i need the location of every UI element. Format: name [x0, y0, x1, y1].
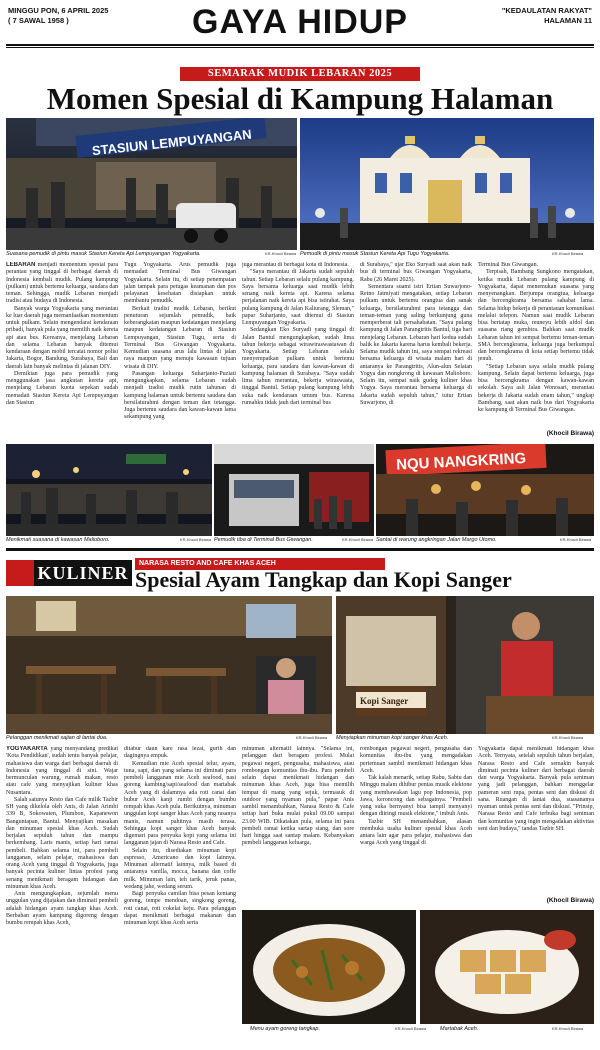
- photo-restaurant-interior: [6, 596, 332, 734]
- article2-column-4: [360, 746, 472, 906]
- credit-1: KR-Khocil Birawa: [265, 251, 297, 256]
- article1-column-4: [360, 262, 472, 438]
- paragraph: YOGYAKARTA yang menyandang predikat 'Kota Pendidikan', sudah tentu banyak pelajar, mahasiswa dan warga dari berbagai daerah di Indonesia yang tinggal di sini. Wajar bermunculan warung, rumah makan, resto atau cafe yang menyajikan kuliner khas Nusantara.: [6, 746, 118, 796]
- paragraph: Terpisah, Bambang Sungkono mengatakan, ketika mudik Lebaran pulang kampung di Yogyakarta, dapat menemukan suasana yang menyenangkan. Berjumpa orangtua, keluarga dan bercengkrama bersama sahabat lama. Selama hidup bekerja di perantauan komunikasi melalui telepon. Namun saat mudik Lebaran bisa bertatap muka, reuneyu lebih afdol dan suasana riang gembira. Bahkan saat mudik Lebaran tahun ini sempat bertemu teman-teman SMA bercengkrama, keluarga juga berkumpul dan bercengkrama di kota setiap bertemu tidak jenuh.: [478, 269, 594, 363]
- article2-column-5: [478, 746, 594, 896]
- article2-column-3: [242, 746, 354, 906]
- paragraph: Yogyakarta dapat menikmati hidangan khas Aceh. Ternyata, setelah sepuluh tahun berjalan, Narasa Resto and Cafe semakin banyak diminati pecinta kuliner dari berbagai daerah dan warga Yogyakarta. Banyak pula seniman yang jadi pelanggan, bahkan menggelar pameran seni rupa, pentas seni dan diskusi di sana. Ruangan di lantai dua, suasananya nyaman untuk pentas seni dan diskusi. "Prinsip, Narasa Resto and Cafe terbuka bagi seniman dan komunitas yang ingin mengadakan aktivitas seni dan budaya," tandas Tazbir SH.: [478, 746, 594, 832]
- article1-column-5: [478, 262, 594, 430]
- paragraph: Salah satunya Resto dan Cafe milik Tazbir SH yang dikelola oleh Anis, di Jalan Arimbi 339 B, Sokowaten, Plumbon, Kapanewon Banguntapan, Bantul. Menyajikan masakan dan minuman spesial khas Aceh. Sudah berjalan sepuluh tahun dan mampu berkembang. Laris manis, setiap hari ramai pembeli. Bahkan selama ini, para pembeli langganan, selain pelajar, mahasiswa dan orang Aceh yang tinggal di Yogyakarta, juga banyak pecinta kuliner lintas profesi yang senang menikmati beragam hidangan dan minuman khas Aceh.: [6, 796, 118, 890]
- paragraph: di Surabaya," ujar Eko Suryadi saat akan naik bus di terminal bus Giwangan Yogyakarta, Rabu (26 Maret 2025).: [360, 262, 472, 283]
- credit-8: KR-Khocil Birawa: [395, 1026, 427, 1031]
- paragraph: Tak kalah menarik, setiap Rabu, Sabtu dan Minggu malam dihibur pentas musik elektone yang membawakan lagu pop Indonesia, pop Jawa, keroncong dan sebagainya. "Pembeli yang suka bernyanyi bisa tampil menyanyi dengan diiringi musik elektone," imbuh Anis.: [360, 775, 472, 818]
- photo-malioboro: [6, 444, 212, 536]
- product-label-text: Kopi Sanger: [360, 696, 409, 706]
- credit-9: KR-Khocil Birawa: [552, 1026, 584, 1031]
- credit-4: KR-Khocil Birawa: [342, 537, 374, 542]
- paragraph: Pasangan keluarga Suharjanto-Puziati mengungkapkan, selama Lebaran sudah menjadi tradisi mudik rutin tahunan di kampung halaman untuk bertemu saudara dan bersilaturahmi dengan teman dan tetangga. Juga bertemu saudara dan kawan-kawan lama sekampung yang: [124, 370, 236, 421]
- masthead-rule: [6, 44, 594, 46]
- paragraph: Anis mengungkapkan, sejumlah menu unggulan yang dijajakan dan diminati pembeli adalah hidangan ayam tangkap khas Aceh. Berbahan ayam kampung digoreng dengan bumbu rempah khas Aceh,: [6, 891, 118, 926]
- photo-angkringan: [376, 444, 594, 536]
- caption-8: Menu ayam goreng tangkap.: [250, 1026, 321, 1032]
- article2-kicker: NARASA RESTO AND CAFE KHAS ACEH: [135, 558, 385, 570]
- credit-5: KR-Khocil Birawa: [560, 537, 592, 542]
- photo-lempuyangan: [6, 118, 297, 250]
- article1-kicker: SEMARAK MUDIK LEBARAN 2025: [180, 67, 420, 81]
- hijri-date: ( 7 SAWAL 1958 ): [8, 16, 69, 25]
- paragraph: Terminal Bus Giwangan.: [478, 262, 539, 268]
- paragraph: Demikian juga para pemudik yang menggunakan jasa angkutan kereta api, menjelang Lebaran kuota sepekan sudah memadati Stasiun Kereta Api Lempuyangan dan Stasiun: [6, 370, 118, 406]
- paper-name: "KEDAULATAN RAKYAT": [501, 6, 592, 15]
- paragraph: juga merantau di berbagai kota di Indonesia.: [242, 262, 349, 268]
- caption-7: Menyiapkan minuman kopi sanger khas Aceh.: [336, 735, 449, 741]
- caption-6: Pelanggan menikmati sajian di lantai dua.: [6, 735, 108, 741]
- paragraph: rombongan pegawai negeri, pengusaha dan komunitas ibu-ibu yang mengadakan pertemuan sambil menikmati hidangan khas Aceh.: [360, 746, 472, 774]
- page-number: HALAMAN 11: [544, 16, 592, 25]
- kuliner-accent-bar: [6, 560, 34, 586]
- paragraph: LEBARAN menjadi momentum spesial para perantau yang tinggal di berbagai daerah di Indonesia kembali mudik. Pulang kampung (pulkam) untuk bertemu keluarga, saudara dan teman. Sehingga, mudik Lebaran menjadi tradisi atau budaya di Indonesia.: [6, 262, 118, 305]
- article2-column-1: [6, 746, 118, 1030]
- paragraph: Tugu Yogyakarta. Arus pemudik juga memadati Terminal Bus Giwangan Yogyakarta. Selain itu, di setiap penempatan jalan tampak para petugas keamanan dan pos pelayanan kesehatan disiapkan untuk membantu pemudik.: [124, 262, 236, 305]
- issue-date: MINGGU PON, 6 APRIL 2025: [8, 6, 109, 15]
- paragraph: "Saya merantau di Jakarta sudah sepuluh tahun. Setiap Lebaran selalu pulang kampung. Saya bersama keluarga saat mudik lebih senang naik kereta api. Karena selama perjalanan naik kereta api bisa istirahat. Saya pulang kampung di Jalan Kaliurang, Sleman," papar Suharjanto, saat ditemui di Stasiun Lempuyangan Yogyakarta.: [242, 269, 354, 326]
- credit-2: KR-Khocil Birawa: [552, 251, 584, 256]
- photo-tugu: [300, 118, 594, 250]
- masthead-rule-thin: [6, 47, 594, 48]
- paragraph: Banyak warga Yogyakarta yang merantau ke luar daerah juga memanfaatkan momentum untuk pulkam. Selain mengendarai kendaraan pribadi, banyak pula yang memilih naik kereta api atau bus. Kereanya, menjelang Lebaran dan selama Lebaran banyak ditemui kendaraan dengan mobil tercatat nomor polisi Jakarta, Bogor, Bandung, Surabaya, Bali dan daerah lain banyak melintas di jalanan DIY.: [6, 305, 118, 370]
- caption-2: Pemudik di pintu masuk Stasiun Kereta Api Tugu Yogyakarta.: [300, 251, 450, 257]
- article1-column-3: [242, 262, 354, 438]
- paragraph: minuman alternatif lainnya. "Selama ini, pelanggan dari beragam profesi. Mulai pegawai negeri, pengusaha, mahasiswa, atau rombongan komunitas ibu-ibu. Para pembeli selain dapat menikmati hidangan dan minuman khas Aceh, juga bisa memilih tempat di ruang yang sejuk, termasuk di outdoor yang nyaman pula," papar Anis sambil menambahkan, Narasa Resto & Cafe setiap hari buka mulai pukul 09.00 sampai 23.00 WIB. Dikatakan pula, selama ini para pembeli ramai ketika sartap siang, dan sore hari hingga saat santap malam. Kebanyakan pembeli langganan keluarga,: [242, 746, 354, 847]
- section-divider: [6, 548, 594, 551]
- photo-giwangan: [214, 444, 374, 536]
- credit-3: KR-Khocil Birawa: [180, 537, 212, 542]
- article2-headline: Spesial Ayam Tangkap dan Kopi Sanger: [135, 567, 512, 592]
- photo-kopi-sanger: [336, 596, 594, 734]
- photo-ayam-tangkap: [242, 910, 416, 1024]
- paragraph: Sedangkan Eko Suryadi yang tinggal di Jalan Bantul mengungkapkan, sudah lima tahun bekerja sebagai wirawiraswastawan di Yogyakarta. Setiap Lebaran selalu menyempatkan pulkam untuk bertemu keluarga, para saudara dan kawan-kawan di kampung halaman di Surabaya. "Saya sudah lima tahun merantau, bekerja wiraswasta, tinggal Bantul. Setiap pulang kampung lebih suka naik kendaraan umum bus. Karena rumahku tidak jauh dari terminal bus: [242, 327, 354, 406]
- paragraph: Sementara suami istri Ertian Suwarjono-Retno Jatmiyati mengatakan, setiap Lebaran pulkam untuk bertemu orangtua dan sanak keluarga, bersilaturahmi para tetangga dan teman-teman yang saling berkunjung guna memperberat tali persahabatan. "Saya pulang kampung di Jalan Parangtritis Bantul, tiga hari menjelang Lebaran. Lebaran hari kedua sudah balik ke Jakarta karena harus kembali bekerja. Selama mudik tahun ini, saya sempat rekreasi bersama keluarga di wisata malam hari di antaranya ke Parangtritis, Alun-alun Selatan Yogya dan nongkrong di kawasan Malioboro. Selain itu, sempat naik gudeg kuliner khas Yogya. Saya merantau bersama keluarga di Jakarta sudah sepuluh tahun," tutur Ertian Suwarjono, di: [360, 283, 472, 406]
- paragraph: Berkait tradisi mudik Lebaran, berikut penuturan sejumlah pemudik, baik keberangkatan maupun kedatangan menjelang maupun kedatangan Lebaran di Stasiun Lempuyangan, Stasiun Tugu, serta di Terminal Bus Giwangan Yogyakarta. Kemudian suasana arus lalu lintas di jalan raya maupun yang menuju kawasan tujuan wisata di DIY.: [124, 305, 236, 370]
- caption-3: Menikmati suasana di kawasan Malioboro.: [6, 537, 110, 543]
- credit-6: KR-Khocil Birawa: [296, 735, 328, 740]
- station-sign-text: STASIUN LEMPUYANGAN: [91, 126, 253, 159]
- paragraph: "Setiap Lebaran saya selalu mudik pulang kampung. Selain dapat bertemu keluarga, juga bisa bercengkrama dengan kawan-kawan sekolah. Saya asli Jalan Wonosari, merantau bekerja di Jakarta sudah enam tahun," ungkap Bambang, saat akan naik bus dari Yogyakarta ke kampung di Terminal Bus Giwangan.: [478, 363, 594, 413]
- caption-9: Martabak Aceh.: [440, 1026, 479, 1032]
- paragraph: Tazbir SH menambahkan, alasan membuka usaha kuliner spesial khas Aceh antara lain agar para pelajar, mahasiswa dan warga Aceh yang tinggal di: [360, 818, 472, 847]
- article1-column-2: [124, 262, 236, 438]
- photo-martabak: [420, 910, 594, 1024]
- kuliner-tag: KULINER: [34, 560, 132, 586]
- paragraph: Kemudian mie Aceh spesial telur, ayam, tuna, sapi, dan yang selama ini diminati para pembeli langganan mie Aceh seafood, nasi goreng kambing/sapi/seafood dan martabak Aceh yang di dalamnya ada roti canai dan bubur Aceh kanji rumbi dengan bumbu rempah khas Aceh pula. Berikutnya, minuman unggulan kopi sanger khas Aceh yang rasanya manis, namun pahitnya masih terasa. Sehingga kopi sanger khas Aceh banyak digemari para penyuka kopi yang selama ini langganan jajan di Narasa Resto and Cafe.: [124, 760, 236, 847]
- article1-column-1: [6, 262, 118, 438]
- article1-signature: (Khocil Birawa): [546, 430, 594, 437]
- caption-4: Pemudik tiba di Terminal Bus Giwangan.: [214, 537, 313, 543]
- article1-headline: Momen Spesial di Kampung Halaman: [46, 81, 554, 116]
- header-page-block: [502, 6, 592, 26]
- section-title: GAYA HIDUP: [192, 3, 408, 41]
- article2-column-2: [124, 746, 236, 1030]
- caption-5: Santai di warung angkringan Jalan Margo Utomo.: [376, 537, 497, 543]
- paragraph: Bagi penyuka camilan bisa pesan kentang goreng, tempe mendoan, singkong goreng, roti canai, roti cokelat keju. Para pelanggan dapat menikmati berbagai makanan dan minuman kopi khas Aceh serta: [124, 891, 236, 926]
- paragraph: Selain itu, disediakan minuman kopi espresso, Americano dan kopi lainnya. Minuman alternatif lainnya, milk based di antaranya vanilla, mocca, banana dan coffe milk. Minuman lain, teh tarik, jeruk panas, wedang jahe, wedang serum.: [124, 847, 236, 890]
- article2-signature: (Khocil Birawa): [546, 897, 594, 904]
- credit-7: KR-Khocil Birawa: [552, 735, 584, 740]
- caption-1: Suasana pemudik di pintu masuk Stasiun Kereta Api Lempuyangan Yogyakarta.: [6, 251, 201, 257]
- stall-sign-text: NQU NANGKRING: [395, 449, 527, 474]
- paragraph: ditabur daun kare rasa lezat, gurih dan dagingnya empuk.: [124, 746, 236, 760]
